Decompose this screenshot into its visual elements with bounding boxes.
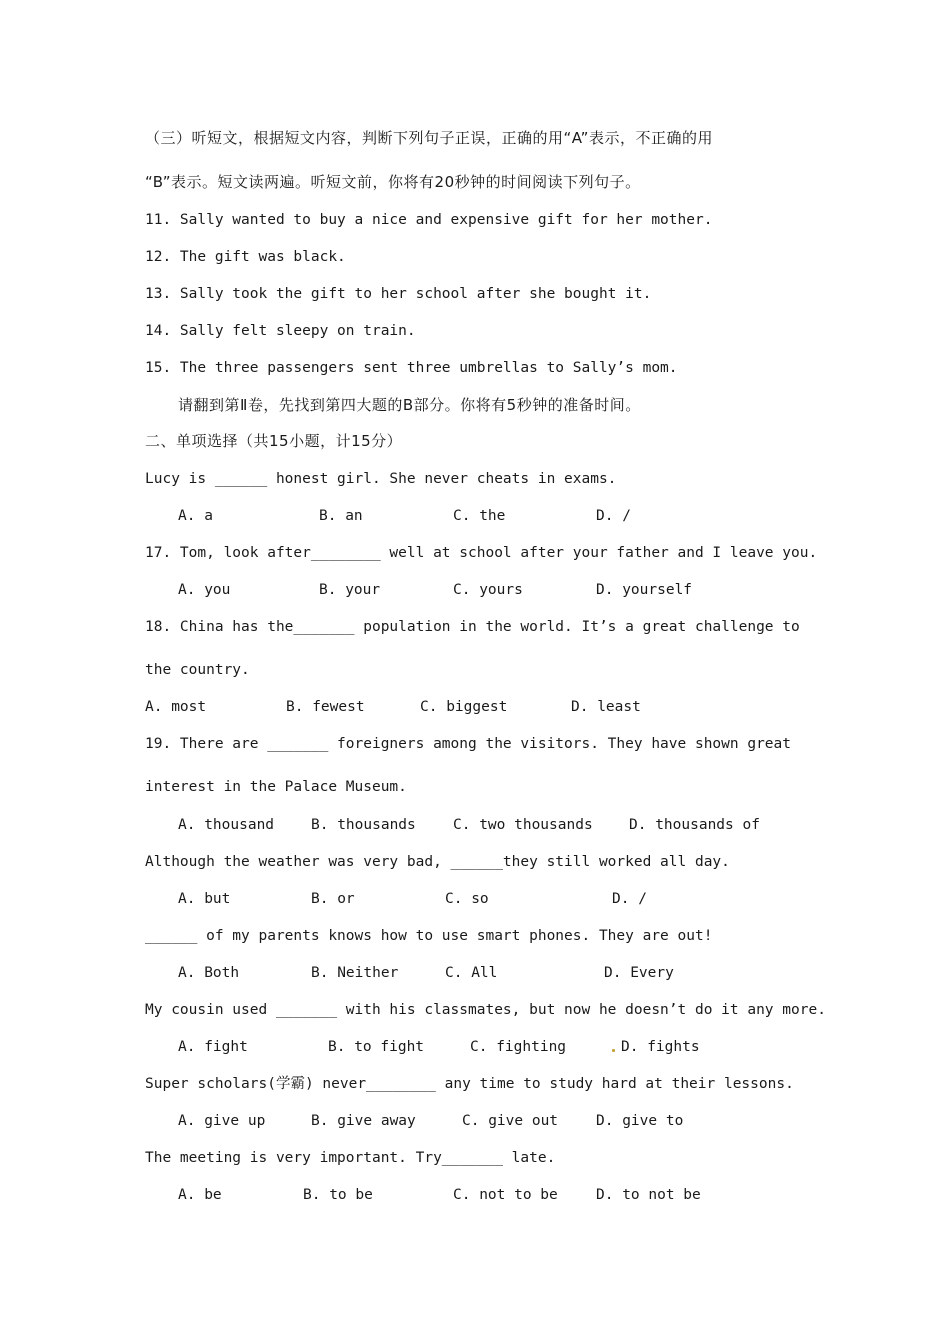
option-b: B. Neither — [311, 965, 399, 981]
question-stem-cont: interest in the Palace Museum. — [145, 779, 407, 795]
question-stem: 19. There are _______ foreigners among the visitors. They have shown great — [145, 736, 792, 752]
option-c: C. give out — [462, 1113, 559, 1129]
option-a: A. be — [178, 1187, 222, 1203]
option-a: A. a — [178, 508, 213, 524]
statement-11: 11. Sally wanted to buy a nice and expensive gift for her mother. — [145, 212, 713, 228]
option-a: A. fight — [178, 1039, 248, 1055]
option-b: B. or — [311, 891, 355, 907]
option-c: C. yours — [453, 582, 523, 598]
option-b: B. give away — [311, 1113, 416, 1129]
option-d: D. give to — [596, 1113, 684, 1129]
option-a: A. most — [145, 699, 207, 715]
option-a: A. you — [178, 582, 231, 598]
question-stem: Lucy is ______ honest girl. She never cheats in exams. — [145, 471, 617, 487]
statement-15: 15. The three passengers sent three umbrellas to Sally’s mom. — [145, 360, 678, 376]
option-d: D. to not be — [596, 1187, 701, 1203]
section3-intro-line2: “B”表示。短文读两遍。听短文前，你将有20秒钟的时间阅读下列句子。 — [145, 173, 641, 191]
option-a: A. but — [178, 891, 231, 907]
question-stem: 17. Tom, look after________ well at school after your father and I leave you. — [145, 545, 818, 561]
statement-14: 14. Sally felt sleepy on train. — [145, 323, 416, 339]
option-b: B. thousands — [311, 817, 416, 833]
option-d: D. fights — [621, 1039, 700, 1055]
option-a: A. Both — [178, 965, 240, 981]
statement-12: 12. The gift was black. — [145, 249, 346, 265]
statement-13: 13. Sally took the gift to her school after she bought it. — [145, 286, 652, 302]
option-c: C. so — [445, 891, 489, 907]
option-c: C. biggest — [420, 699, 508, 715]
option-b: B. to fight — [328, 1039, 425, 1055]
option-b: B. your — [319, 582, 381, 598]
option-d: D. thousands of — [629, 817, 760, 833]
option-a: A. thousand — [178, 817, 275, 833]
option-d: D. / — [612, 891, 647, 907]
option-c: C. the — [453, 508, 506, 524]
option-c: C. All — [445, 965, 498, 981]
question-stem-cont: the country. — [145, 662, 250, 678]
turn-page-note: 请翻到第Ⅱ卷，先找到第四大题的B部分。你将有5秒钟的准备时间。 — [178, 396, 641, 414]
option-d: D. yourself — [596, 582, 693, 598]
question-stem: My cousin used _______ with his classmates, but now he doesn’t do it any more. — [145, 1002, 826, 1018]
option-b: B. fewest — [286, 699, 365, 715]
option-c: C. not to be — [453, 1187, 558, 1203]
option-c: C. fighting — [470, 1039, 567, 1055]
question-stem: Super scholars(学霸) never________ any time to study hard at their lessons. — [145, 1076, 794, 1092]
question-stem: 18. China has the_______ population in the world. It’s a great challenge to — [145, 619, 800, 635]
section2-title: 二、单项选择（共15小题，计15分） — [145, 432, 403, 450]
section3-intro-line1: （三）听短文，根据短文内容，判断下列句子正误，正确的用“A”表示，不正确的用 — [145, 129, 713, 147]
option-d: D. / — [596, 508, 631, 524]
question-stem: Although the weather was very bad, ______they still worked all day. — [145, 854, 730, 870]
option-c: C. two thousands — [453, 817, 593, 833]
option-b: B. an — [319, 508, 363, 524]
option-d: D. least — [571, 699, 641, 715]
option-b: B. to be — [303, 1187, 373, 1203]
option-a: A. give up — [178, 1113, 266, 1129]
question-stem: The meeting is very important. Try_______ late. — [145, 1150, 556, 1166]
question-stem: ______ of my parents knows how to use smart phones. They are out! — [145, 928, 713, 944]
option-d: D. Every — [604, 965, 674, 981]
stray-mark — [612, 1049, 615, 1052]
